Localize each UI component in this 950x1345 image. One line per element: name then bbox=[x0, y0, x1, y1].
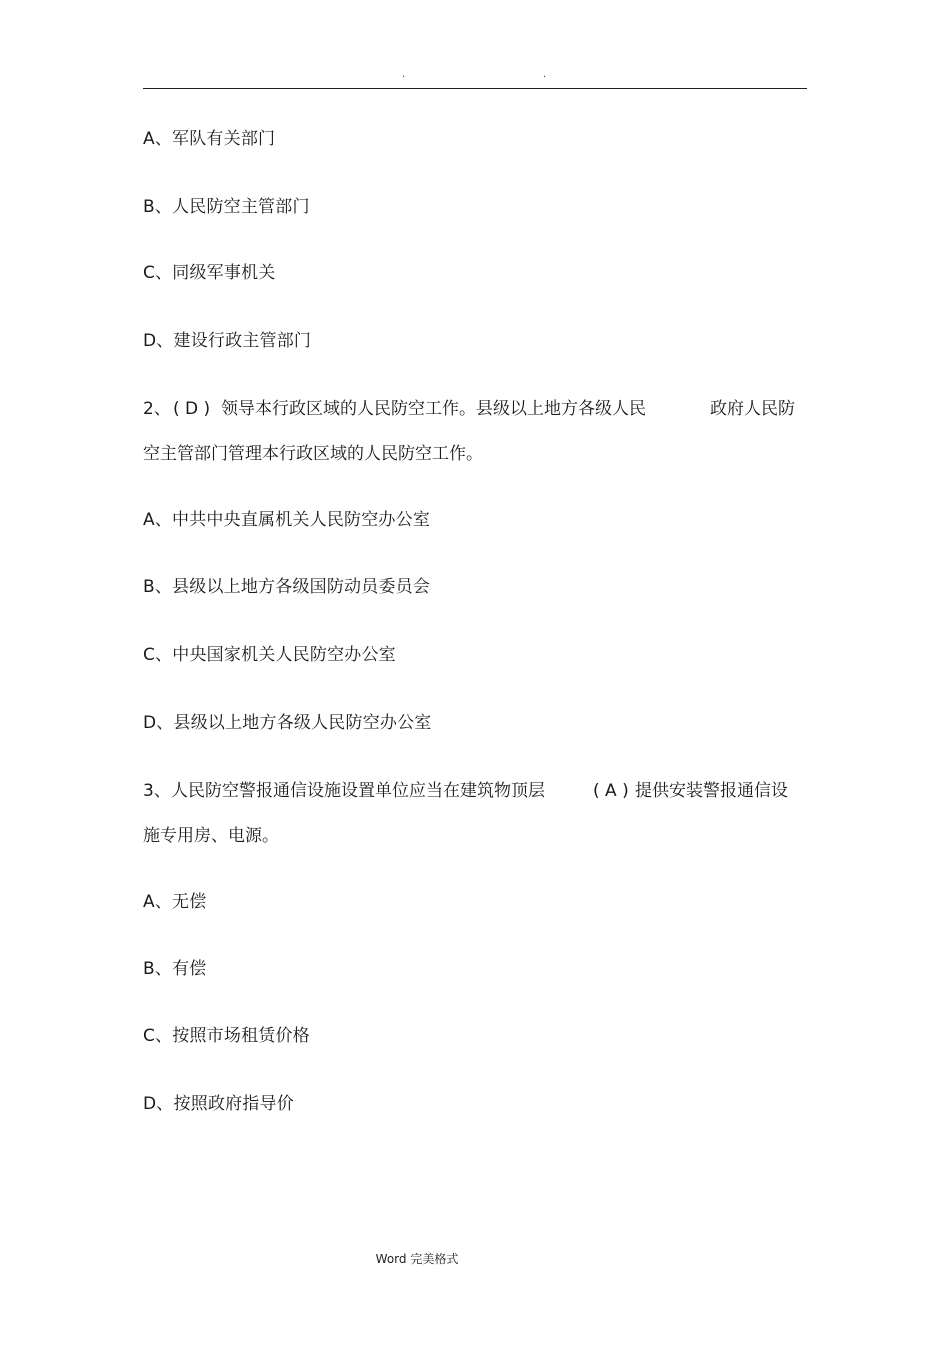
q3-option-d: D、按照政府指导价 bbox=[143, 1094, 294, 1114]
header-rule bbox=[143, 88, 807, 89]
q3-option-a: A、无偿 bbox=[143, 892, 207, 912]
header-dot-right: . bbox=[543, 69, 547, 80]
header-dot-left: . bbox=[402, 69, 406, 80]
q3-number: 3、 bbox=[143, 781, 171, 801]
q3-stem-part1: 人民防空警报通信设施设置单位应当在建筑物顶层 bbox=[171, 781, 545, 801]
q3-option-b: B、有偿 bbox=[143, 959, 207, 979]
q1-option-a: A、军队有关部门 bbox=[143, 129, 276, 149]
q3-stem-line2: 施专用房、电源。 bbox=[143, 826, 279, 846]
q2-answer: ( D ) bbox=[173, 399, 211, 419]
page-footer: Word 完美格式 bbox=[375, 1252, 459, 1266]
q2-option-d: D、县级以上地方各级人民防空办公室 bbox=[143, 713, 432, 733]
q2-stem-line2: 空主管部门管理本行政区域的人民防空工作。 bbox=[143, 444, 483, 464]
q3-answer: ( A ) bbox=[593, 781, 629, 801]
q3-stem-part2: 提供安装警报通信设 bbox=[635, 781, 788, 801]
q1-option-c: C、同级军事机关 bbox=[143, 263, 276, 283]
q1-option-b: B、人民防空主管部门 bbox=[143, 197, 310, 217]
q2-option-a: A、中共中央直属机关人民防空办公室 bbox=[143, 510, 431, 530]
q2-number: 2、 bbox=[143, 399, 171, 419]
q2-stem-part1: 领导本行政区域的人民防空工作。县级以上地方各级人民 bbox=[221, 399, 646, 419]
q3-stem bbox=[143, 780, 807, 847]
q2-stem bbox=[143, 398, 807, 465]
q3-option-c: C、按照市场租赁价格 bbox=[143, 1026, 310, 1046]
q2-option-b: B、县级以上地方各级国防动员委员会 bbox=[143, 577, 431, 597]
q2-option-c: C、中央国家机关人民防空办公室 bbox=[143, 645, 396, 665]
q1-option-d: D、建设行政主管部门 bbox=[143, 331, 312, 351]
page-header bbox=[0, 70, 950, 84]
q2-stem-part2: 政府人民防 bbox=[710, 399, 795, 419]
